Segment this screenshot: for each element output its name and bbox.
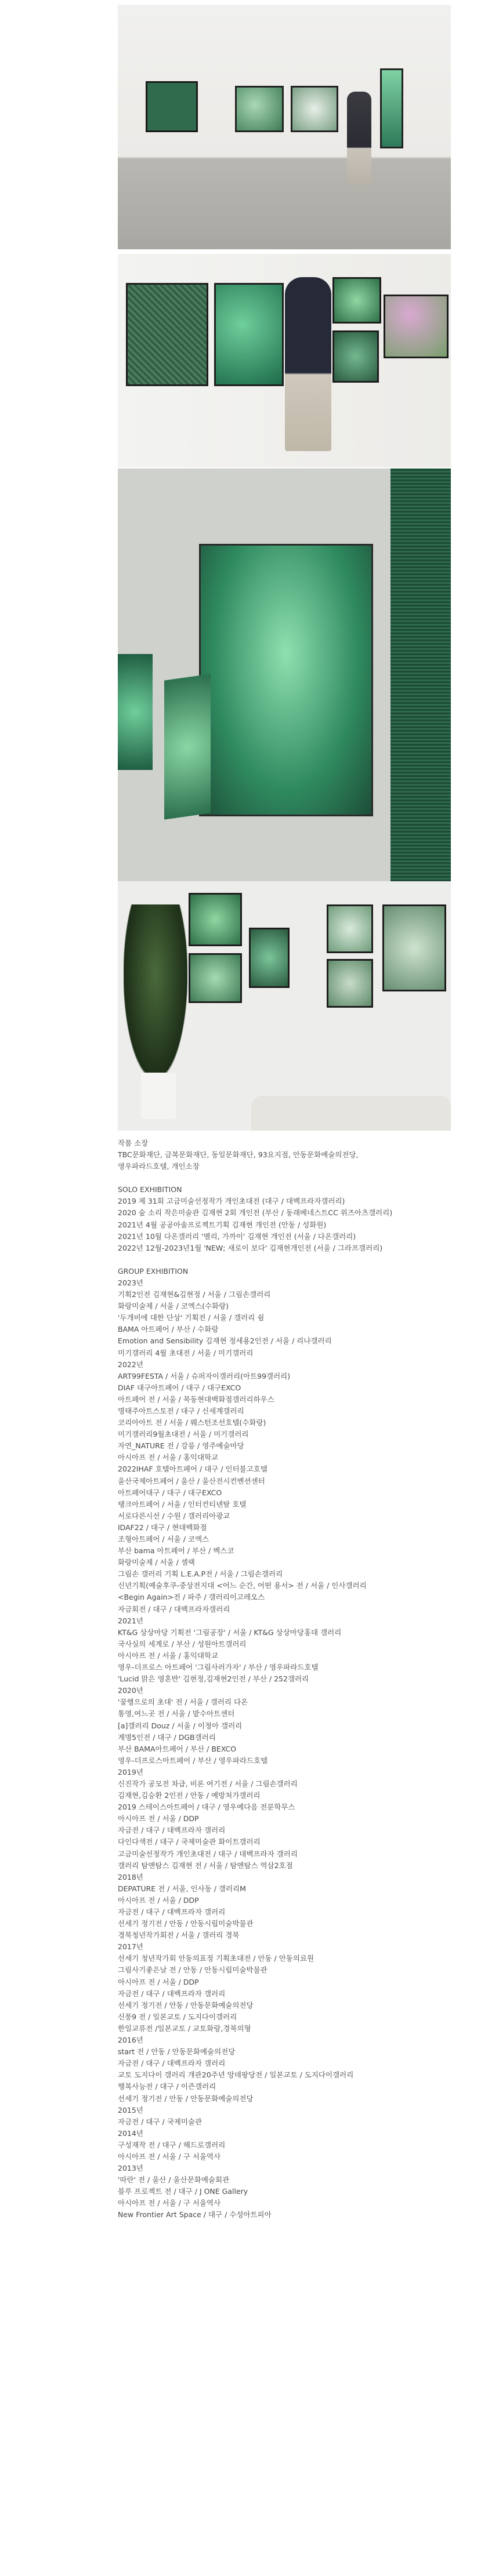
painting [249, 928, 290, 988]
painting [327, 904, 373, 953]
plant [124, 904, 187, 1078]
group-line: '두개비에 대한 단상' 기획전 / 서울 / 갤러리 쉼 [118, 1313, 265, 1322]
group-line: 자금전 / 대구 / 대백프라자 갤러리 [118, 1908, 226, 1916]
group-line: KT&G 상상마당 기획전 '그림공장' / 서울 / KT&G 상상마당홍대 갤러리 [118, 1627, 342, 1637]
group-line: 고금미술선정작가 개인초대전 / 대구 / 대백프라자 갤러리 [118, 1849, 298, 1858]
group-line: 2022IHAF 호텔아트페어 / 대구 / 인터불고호텔 [118, 1465, 267, 1474]
plant-pot [141, 1073, 176, 1119]
group-line: 자금전 / 대구 / 대백프라자 갤러리 [118, 1826, 226, 1835]
painting [291, 86, 338, 132]
group-section [118, 1266, 466, 2221]
group-line: 국사실의 세계로 / 부산 / 성원아트갤러리 [118, 1639, 247, 1648]
group-line: 2016년 [118, 2036, 143, 2045]
group-line: 아시아프 전 / 서울 / DDP [118, 1814, 199, 1823]
artist-figure [347, 92, 371, 184]
gallery-photo-1 [118, 5, 451, 249]
group-line: 2014년 [118, 2128, 143, 2138]
group-line: 경북청년작가회전 / 서울 / 갤러리 경북 [118, 1931, 240, 1940]
group-line: 명태주아트스토전 / 대구 / 신세계갤러리 [118, 1406, 244, 1415]
group-line: 서로다른시선 / 수원 / 갤러리아광교 [118, 1511, 230, 1520]
group-line: 2018년 [118, 1872, 143, 1881]
group-line: 2019년 [118, 1767, 143, 1776]
group-line: 자금전 / 대구 / 국제미술관 [118, 2117, 203, 2126]
painting [390, 468, 451, 881]
group-line: '따란' 전 / 울산 / 울산문화예술회관 [118, 2175, 230, 2185]
group-line: 한일교류전 /일본교토 / 교토화랑,경북의형 [118, 2023, 251, 2033]
group-line: 울산국제아트페어 / 울산 / 울산전시컨벤션센터 [118, 1476, 265, 1485]
group-line: 자금회전 / 대구 / 대백프라자갤러리 [118, 1604, 230, 1614]
group-line: 그림손 갤러리 기획 L.E.A.P전 / 서울 / 그림손갤러리 [118, 1569, 283, 1579]
painting [384, 295, 449, 358]
group-line: 2020년 [118, 1686, 143, 1695]
painting [327, 959, 373, 1008]
group-line: 2013년 [118, 2164, 143, 2173]
group-line: 자금전 / 대구 / 대백프라자 갤러리 [118, 2059, 226, 2068]
painting [380, 68, 403, 148]
group-line: New Frontier Art Space / 대구 / 수성아트피아 [118, 2210, 272, 2219]
solo-line: 2019 제 31회 고금미술선정작가 개인초대전 (대구 / 대백프라자갤러리) [118, 1197, 345, 1206]
group-line: 2021년 [118, 1616, 143, 1625]
group-line: 영우-더프로스 아트페어 '그림사러가자' / 부산 / 영우파라드호텔 [118, 1663, 319, 1672]
group-line: 아시아프 전 / 서울 / 홍익대학교 [118, 1453, 219, 1462]
group-line: '꿈행으로의 초대' 전 / 서울 / 갤러리 다온 [118, 1698, 248, 1707]
painting [332, 277, 381, 324]
painting [146, 81, 198, 132]
group-line: 행복사능전 / 대구 / 이즌갤러리 [118, 2082, 216, 2091]
solo-heading: SOLO EXHIBITION [118, 1185, 182, 1194]
solo-line: 2021년 4월 공공아솔프로젝트기획 김재현 개인전 (안동 / 성화원) [118, 1220, 327, 1229]
painting [214, 283, 284, 386]
painting [235, 86, 284, 132]
group-line: 아시아프 전 / 서울 / 구 서울역사 [118, 2199, 221, 2208]
gallery-photo-3 [118, 468, 451, 881]
solo-line: 2022년 12월-2023년1월 'NEW; 새로이 보다' 김재현개인전 (서울 / 그라프갤러리) [118, 1243, 383, 1252]
group-line: 조형아트페어 / 서울 / 코엑스 [118, 1535, 209, 1543]
bench [251, 1096, 451, 1131]
painting [118, 654, 153, 770]
group-heading: GROUP EXHIBITION [118, 1266, 189, 1276]
painting [189, 893, 242, 946]
group-line: 그림사기좋은날 전 / 안동 / 안동시립미술박물관 [118, 1965, 267, 1975]
painting [164, 674, 211, 819]
group-line: 통영,여느곳 전 / 서울 / 밭수아트센터 [118, 1709, 235, 1718]
group-line: 탱크아트페어 / 서울 / 인터컨티넨탈 호텔 [118, 1499, 247, 1509]
group-line: 선세기 청년작가회 안동의표정 기획초대전 / 안동 / 안동의료원 [118, 1954, 314, 1963]
group-line: 기획2인전 김재현&김현정 / 서울 / 그림손갤러리 [118, 1290, 271, 1299]
group-line: 2022년 [118, 1360, 143, 1369]
group-line: 부산 BAMA아트페어 / 부산 / BEXCO [118, 1744, 237, 1753]
group-line: 부산 bama 아트페어 / 부산 / 벡스코 [118, 1546, 234, 1556]
group-line: 화랑미술제 / 서울 / 셀랙 [118, 1558, 195, 1567]
group-line: 2023년 [118, 1278, 143, 1287]
group-line: start 전 / 안동 / 안동문화예술의전당 [118, 2047, 236, 2057]
group-line: 블루 프로젝트 전 / 대구 / J ONE Gallery [118, 2187, 248, 2196]
solo-section [118, 1184, 466, 1254]
group-line: 자연_NATURE 전 / 강릉 / 영주예술마당 [118, 1441, 244, 1451]
group-line: IDAF22 / 대구 / 현대백화점 [118, 1523, 207, 1532]
group-line: BAMA 아트페어 / 부산 / 수화랑 [118, 1325, 219, 1334]
group-line: 코리아아트 전 / 서울 / 웨스턴조선호텔(수화랑) [118, 1418, 266, 1427]
group-line: 신진작가 공모전 차급, 비론 여기전 / 서울 / 그림손갤러리 [118, 1779, 298, 1788]
group-line: 선세기 정기전 / 안동 / 안동문화예술의전당 [118, 2000, 254, 2010]
group-line: 신풍9 전 / 일본교토 / 도지다이갤러리 [118, 2012, 237, 2021]
group-line: 2015년 [118, 2105, 143, 2114]
group-line: DEPATURE 전 / 서울, 인사동 / 갤러리M [118, 1884, 246, 1893]
solo-line: 2021년 10월 다온갤러리 '멜리, 가까이' 김재현 개인전 (서울 / 다온갤러리) [118, 1231, 356, 1241]
collection-line: TBC문화재단, 금복문화재단, 동일문화재단, 93요지점, 안동문화예술의전당, [118, 1150, 359, 1160]
group-line: Emotion and Sensibility 김재현 정세용2인전 / 서울 / 리나갤러리 [118, 1336, 332, 1346]
group-line: 'Lucid 맑은 영혼반' 김현정,김재현2인전 / 부산 / 252갤러리 [118, 1674, 309, 1684]
group-line: 교토 도지다이 갤러리 개관20주년 앙데팡당전 / 일본교토 / 도지다이갤러리 [118, 2070, 354, 2080]
painting [382, 904, 446, 991]
artist-figure [285, 277, 331, 451]
gallery-photo-2 [118, 254, 451, 467]
group-line: 2019 스테이스아트페어 / 대구 / 영우예다음 전분학무스 [118, 1803, 295, 1812]
group-line: 아시아프 전 / 서울 / 구 서울역사 [118, 2152, 221, 2161]
group-line: 구성재작 전 / 대구 / 해드로갤러리 [118, 2140, 226, 2149]
group-line: 아시아프 전 / 서울 / DDP [118, 1895, 199, 1905]
group-line: ART99FESTA / 서울 / 슈퍼자이갤러리(아트99갤러리) [118, 1371, 291, 1380]
group-line: [a]갤러리 Douz / 서울 / 이정아 갤러리 [118, 1721, 243, 1730]
group-line: 화랑미술제 / 서울 / 코엑스(수화랑) [118, 1302, 229, 1311]
group-line: 갤러리 탐앤탐스 김재현 전 / 서울 / 탐앤탐스 역삼2호점 [118, 1861, 293, 1870]
group-line: 아트페어 전 / 서울 / 목동현대백화점갤러리하우스 [118, 1394, 274, 1404]
group-line: 미기갤러리9월초대전 / 서울 / 미기갤러리 [118, 1430, 249, 1439]
exhibition-history [118, 1138, 466, 2221]
solo-line: 2020 숲 소리 작은미술관 김재현 2회 개인전 (부산 / 동래베네스트CC 위즈아츠갤러리) [118, 1208, 393, 1218]
group-line: 아시아프 전 / 서울 / 홍익대학교 [118, 1651, 219, 1660]
group-line: 미기갤러리 4월 초대전 / 서울 / 미기갤러리 [118, 1348, 254, 1357]
gallery-photo-4 [118, 881, 451, 1131]
group-line: 계명5인전 / 대구 / DGB갤러리 [118, 1732, 216, 1742]
group-line: 자금전 / 대구 / 대백프라자 갤러리 [118, 1989, 226, 1998]
collection-line: 영우파라드호텔, 개인소장 [118, 1162, 200, 1171]
collection-section [118, 1138, 466, 1172]
group-line: 신년기획(예술후쿠-중상전지대 <어느 순간, 어떤 용서> 전 / 서울 / 인사갤러리 [118, 1581, 367, 1590]
group-line: 영우-더프로스아트페어 / 부산 / 영우파라드호텔 [118, 1756, 268, 1765]
collection-heading: 작품 소장 [118, 1139, 149, 1147]
painting [189, 953, 242, 1003]
group-line: 선세기 정기전 / 안동 / 안동시립미술박물관 [118, 1919, 254, 1928]
group-line: DIAF 대구아트페어 / 대구 / 대구EXCO [118, 1383, 241, 1392]
group-line: 아시아프 전 / 서울 / DDP [118, 1977, 199, 1986]
painting [332, 330, 379, 383]
painting [126, 283, 208, 386]
group-line: 선세기 정기전 / 안동 / 안동문화예술의전당 [118, 2094, 254, 2103]
group-line: 다인다색전 / 대구 / 국제미술관 화이트갤러리 [118, 1837, 261, 1847]
group-line: 2017년 [118, 1942, 143, 1952]
group-line: 김재현,김승환 2인전 / 안동 / 예방처가갤러리 [118, 1791, 261, 1800]
group-line: <Begin Again>전 / 파주 / 갤러리이고레오스 [118, 1593, 265, 1602]
group-line: 아트페어대구 / 대구 / 대구EXCO [118, 1488, 222, 1497]
painting [199, 544, 373, 816]
